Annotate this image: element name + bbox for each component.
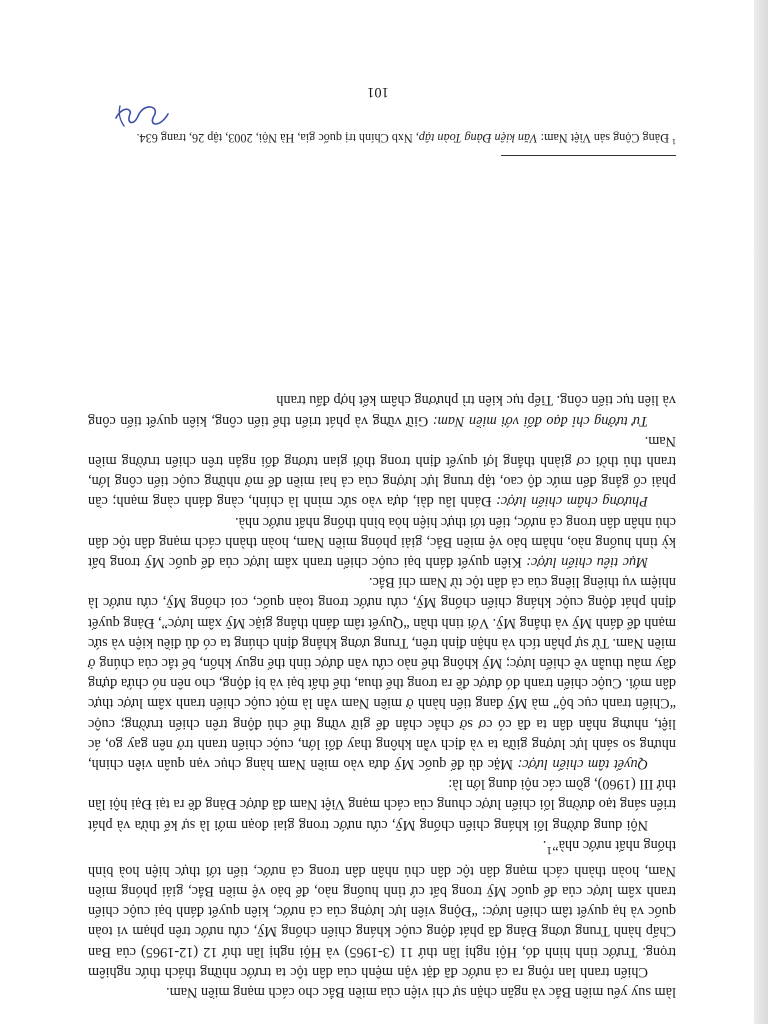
paragraph-context-text: Chiến tranh lan rộng ra cả nước đã đặt vận mệnh của dân tộc ta trước những thách thức nghiêm trọng. Trước tình hình đó, Hội nghị lần thứ 11 (3-1965) và Hội nghị lần thứ 12 (12-1965) của Ban Chấp hành Trung ương Đảng đã phát động cuộc kháng chiến chống Mỹ, cứu nước trên phạm vi toàn quốc và hạ quyết tâm chiến lược: “Động viên lực lượng của cả nước, kiên quyết đánh bại cuộc chiến tranh xâm lược của đế quốc Mỹ trong bất cứ tình huống nào, để bảo vệ miền Bắc, giải phóng miền Nam, hoàn thành cách mạng dân tộc dân chủ nhân dân trong cả nước, tiến tới thực hiện hoà bình thống nhất nước nhà” — [88, 836, 676, 980]
label-tu-tuong: Tư tưởng chỉ đạo đối với miền Nam: — [432, 412, 648, 429]
paragraph-muc-tieu — [88, 511, 676, 572]
text-tu-tuong: Giữ vững và phát triển thế tiến công, kiên quyết tiến công và liên tục tiến công. Tiếp tục kiên trì phương châm kết hợp đấu tranh — [87, 392, 676, 429]
page-number: 101 — [367, 84, 389, 100]
signature-mark — [98, 96, 178, 136]
text-quyet-tam: Mặc dù đế quốc Mỹ đưa vào miền Nam hàng chục vạn quân viễn chinh, nhưng so sánh lực lượng giữa ta và địch vẫn không thay đổi lớn, cuộc chiến tranh trở nên gay go, ác liệt, nhưng nhân dân ta đã có cơ sở chắc chắn để giữ vững thế chủ động trên chiến trường; cuộc “Chiến tranh cục bộ” mà Mỹ đang tiến hành ở miền Nam vẫn là một cuộc chiến tranh xâm lược thực dân mới. Cuộc chiến tranh đó được đề ra trong thế thua, thế thất bại và bị động, cho nên nó chứa đựng đầy mâu thuẫn về chiến lược; Mỹ không thể nào cứu vãn được tình thế nguy khốn, bế tắc của chúng ở miền Nam. Từ sự phân tích và nhận định trên, Trung ương khẳng định chúng ta có đủ điều kiện và sức mạnh để đánh Mỹ và thắng Mỹ. Với tinh thần “Quyết tâm đánh thắng giặc Mỹ xâm lược”, Đảng quyết định phát động cuộc kháng chiến chống Mỹ, cứu nước trong toàn quốc, coi chống Mỹ, cứu nước là nhiệm vụ thiêng liêng của cả dân tộc từ Nam chí Bắc. — [88, 574, 676, 772]
paragraph-intro: làm suy yếu miền Bắc và ngăn chặn sự chi viện của miền Bắc cho cách mạng miền Nam. — [166, 984, 676, 1000]
label-phuong-cham: Phương châm chiến lược: — [496, 493, 648, 510]
footnote-title: Văn kiện Đảng Toàn tập, — [415, 130, 538, 145]
footnote-rule — [501, 155, 676, 156]
paragraph-phuong-cham — [88, 431, 676, 512]
text-phuong-cham: Đánh lâu dài, dựa vào sức mình là chính, càng đánh càng mạnh; cần phải cố gắng đến mức độ cao, tập trung lực lượng của cả hai miền để mở những cuộc tiến công lớn, tranh thủ thời cơ giành thắng lợi quyết định trong thời gian tương đối ngắn trên chiến trường miền Nam. — [88, 432, 676, 510]
body-text — [88, 390, 676, 1002]
text-muc-tieu: Kiên quyết đánh bại cuộc chiến tranh xâm lược của đế quốc Mỹ trong bất kỳ tình huống nào, nhằm bảo vệ miền Bắc, giải phóng miền Nam, hoàn thành cách mạng dân tộc dân chủ nhân dân trong cả nước, tiến tới thực hiện hòa bình thống nhất nước nhà. — [88, 513, 676, 570]
paragraph-context-end: . — [542, 836, 547, 853]
footnote-number: 1 — [672, 137, 676, 146]
paragraph-content: Nội dung đường lối kháng chiến chống Mỹ, cứu nước trong giai đoạn mới là sự kế thừa và phát triển sáng tạo đường lối chiến lược chung của cách mạng Việt Nam đã được Đảng đề ra tại Đại hội lần thứ III (1960), gồm các nội dung lớn là: — [88, 776, 676, 833]
paragraph-quyet-tam — [88, 572, 676, 774]
label-muc-tieu: Mục tiêu chiến lược: — [526, 553, 648, 570]
footnote-rest: Nxb Chính trị quốc gia, Hà Nội, 2003, tập 26, trang 634. — [136, 130, 413, 145]
label-quyet-tam: Quyết tâm chiến lược: — [517, 756, 648, 772]
footnote-source: Đảng Cộng sản Việt Nam: — [540, 130, 669, 145]
footnote-ref: 1 — [546, 843, 553, 858]
paragraph-tu-tuong — [88, 390, 676, 430]
paragraph-context — [88, 835, 676, 982]
